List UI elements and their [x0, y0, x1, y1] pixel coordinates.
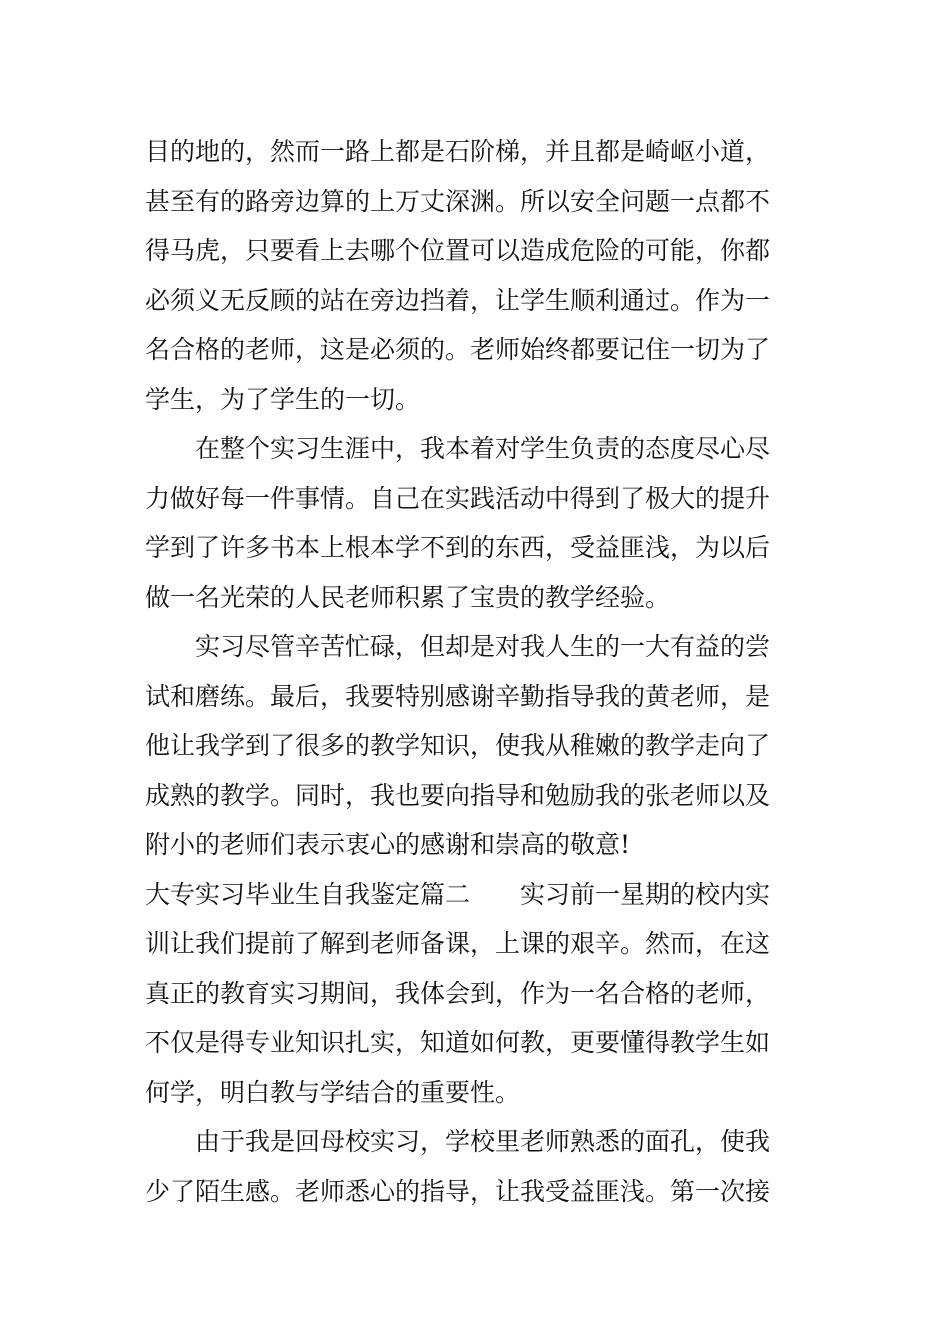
text-line: 实习尽管辛苦忙碌，但却是对我人生的一大有益的尝: [145, 632, 771, 661]
text-line: 训让我们提前了解到老师备课，上课的艰辛。然而，在这: [145, 929, 771, 958]
text-line: 得马虎，只要看上去哪个位置可以造成危险的可能，你都: [145, 236, 771, 265]
text-line: 甚至有的路旁边算的上万丈深渊。所以安全问题一点都不: [145, 186, 771, 216]
text-line: 他让我学到了很多的教学知识，使我从稚嫩的教学走向了: [145, 731, 771, 760]
text-line: 真正的教育实习期间，我体会到，作为一名合格的老师，: [145, 978, 771, 1008]
text-line: 必须义无反顾的站在旁边挡着，让学生顺利通过。作为一: [145, 285, 771, 315]
text-line: 力做好每一件事情。自己在实践活动中得到了极大的提升: [145, 483, 771, 513]
text-line: 何学，明白教与学结合的重要性。: [145, 1077, 521, 1107]
body-text: [145, 127, 810, 1216]
text-line: 做一名光荣的人民老师积累了宝贵的教学经验。: [145, 582, 671, 612]
text-line: 成熟的教学。同时，我也要向指导和勉励我的张老师以及: [145, 780, 771, 810]
text-line: 少了陌生感。老师悉心的指导，让我受益匪浅。第一次接: [145, 1176, 771, 1206]
text-line: 目的地的，然而一路上都是石阶梯，并且都是崎岖小道，: [145, 137, 771, 166]
text-line: 试和磨练。最后，我要特别感谢辛勤指导我的黄老师，是: [145, 681, 771, 711]
text-line: 在整个实习生涯中，我本着对学生负责的态度尽心尽: [145, 434, 771, 463]
text-line: 学生，为了学生的一切。: [145, 384, 421, 414]
text-line: 学到了许多书本上根本学不到的东西，受益匪浅，为以后: [145, 533, 771, 562]
text-line: 名合格的老师，这是必须的。老师始终都要记住一切为了: [145, 335, 771, 364]
text-line: 由于我是回母校实习，学校里老师熟悉的面孔，使我: [145, 1127, 771, 1156]
text-line: 附小的老师们表示衷心的感谢和崇高的敬意!: [145, 830, 631, 859]
section-heading-line: 大专实习毕业生自我鉴定篇二 实习前一星期的校内实: [145, 879, 771, 909]
text-line: 不仅是得专业知识扎实，知道如何教，更要懂得教学生如: [145, 1028, 771, 1057]
